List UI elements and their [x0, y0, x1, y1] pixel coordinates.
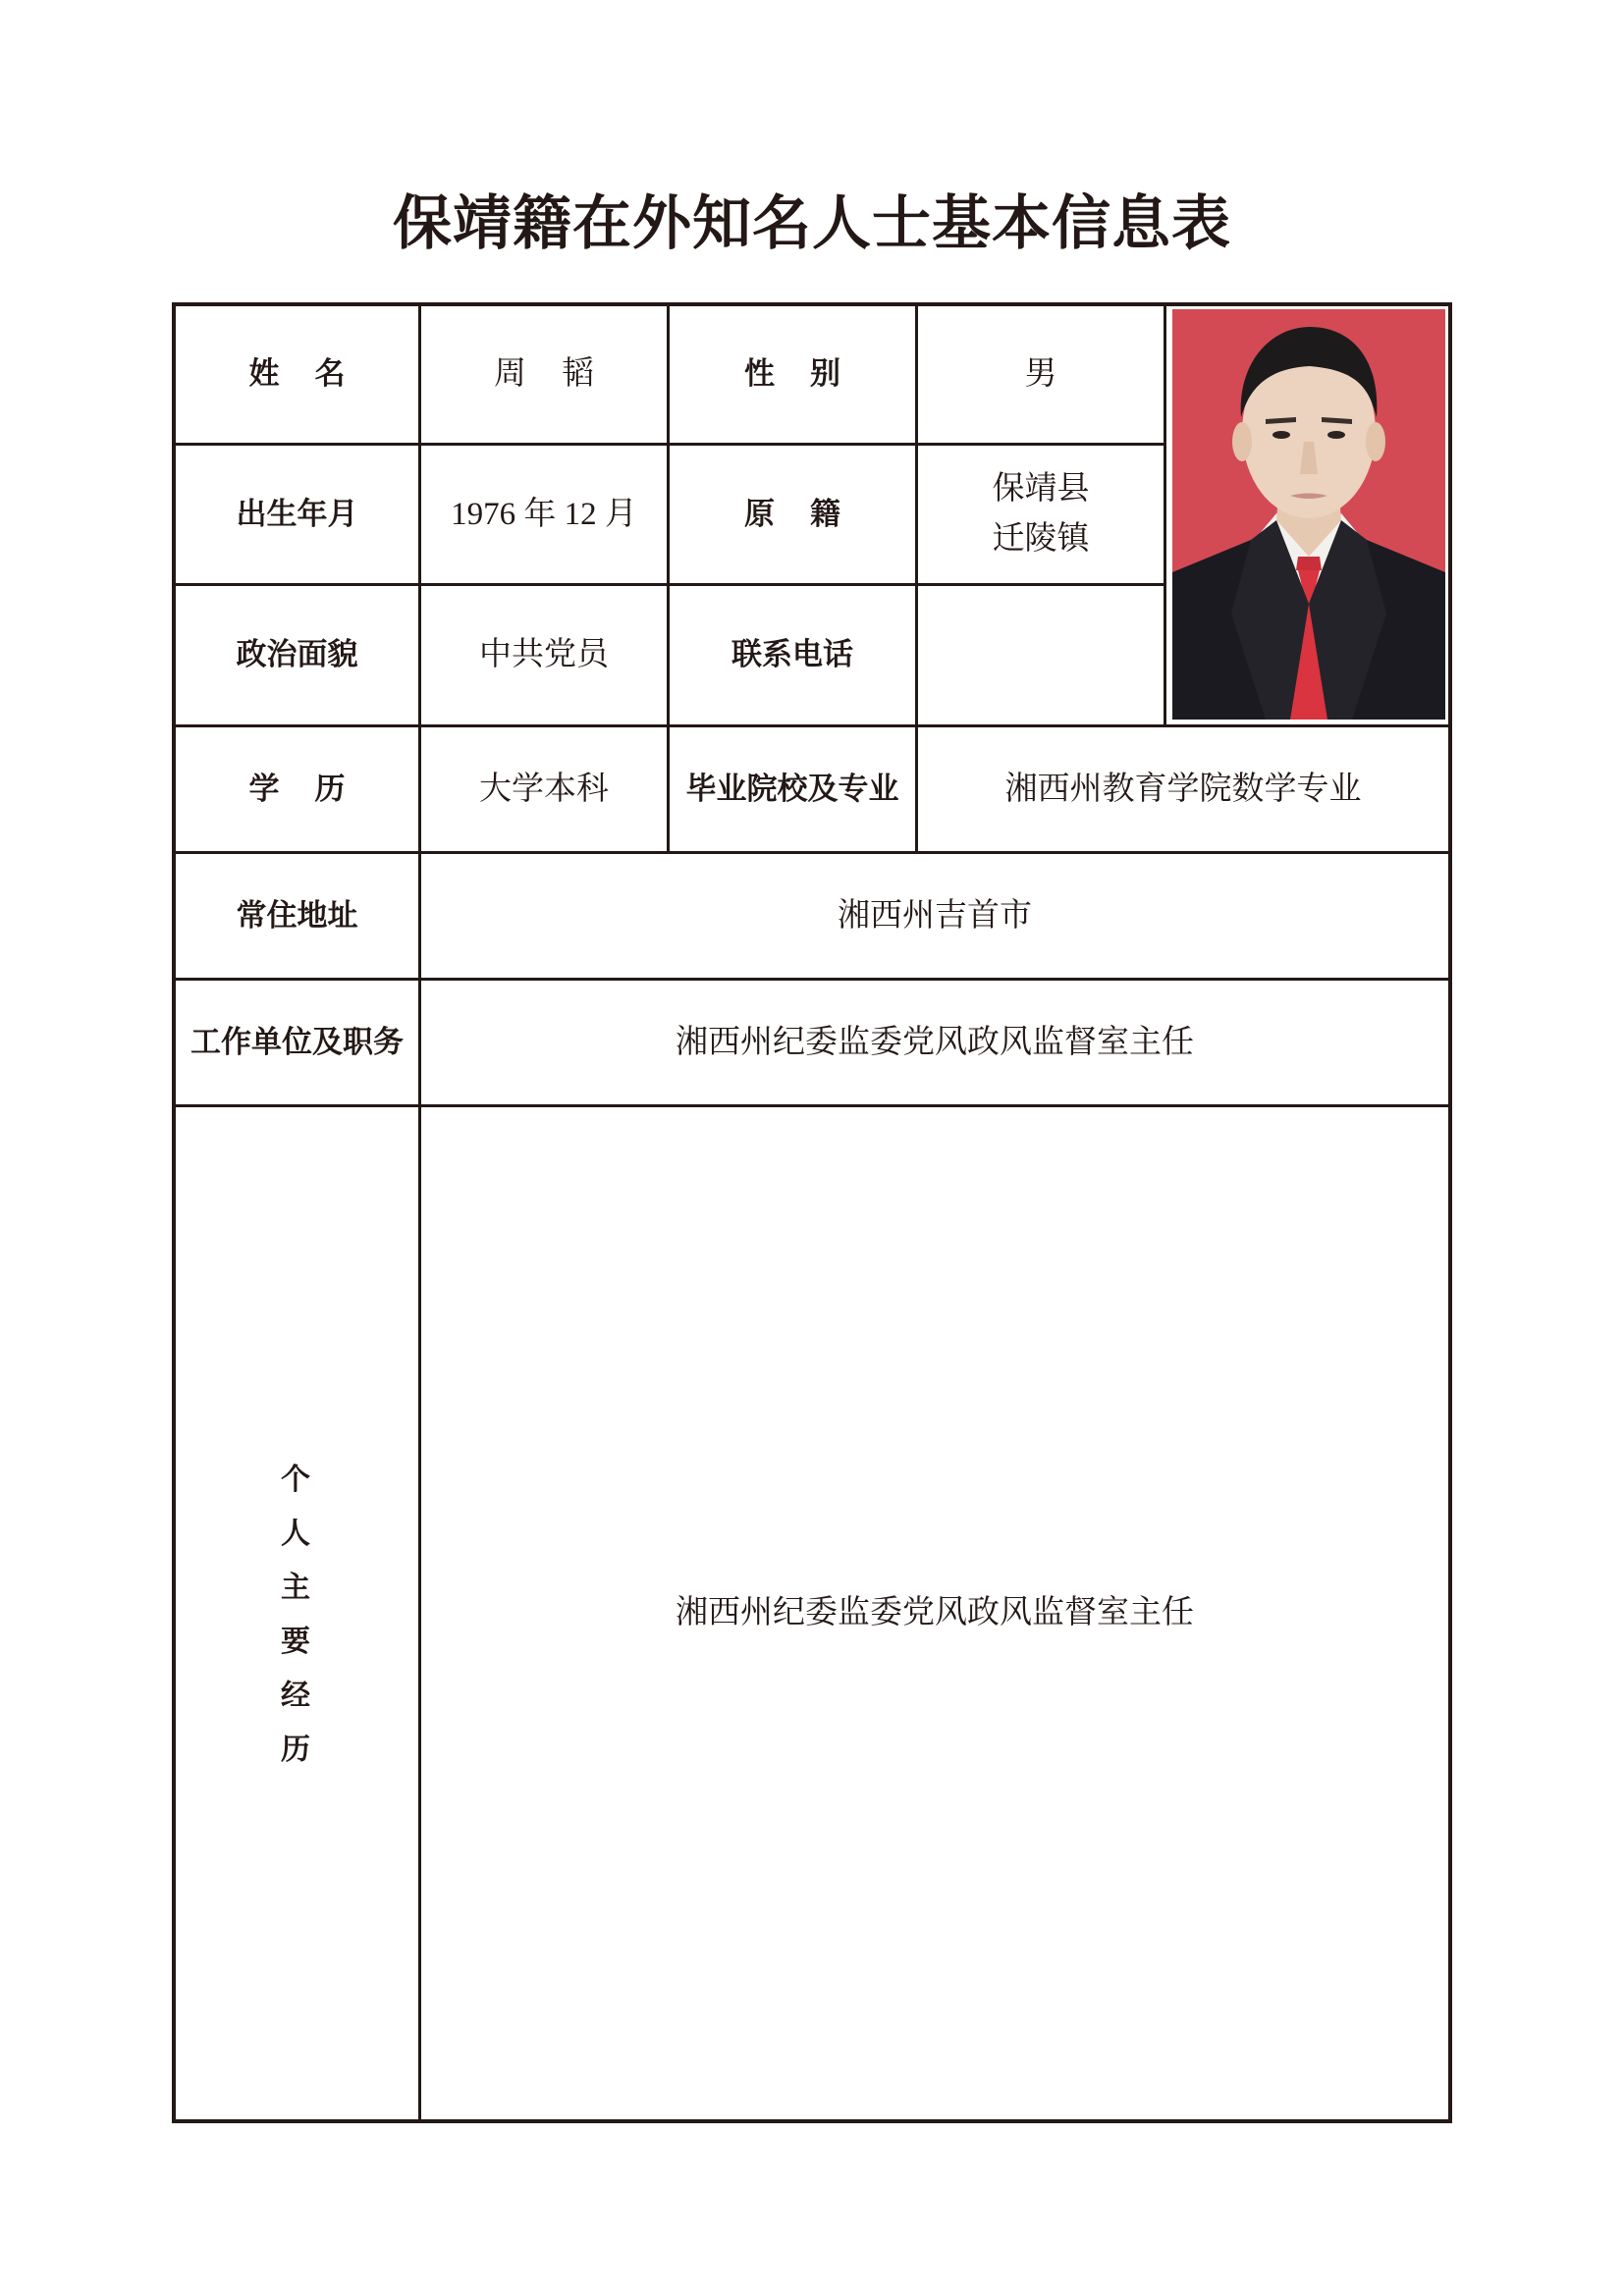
education-label-cell [176, 727, 418, 851]
experience-label-char: 主 [281, 1571, 310, 1605]
work-label-cell [176, 981, 418, 1104]
page-title: 保靖籍在外知名人士基本信息表 [393, 189, 1231, 258]
address-value: 湘西州吉首市 [838, 897, 1032, 934]
phone-value-cell [918, 586, 1164, 724]
experience-label-char: 经 [281, 1679, 310, 1713]
experience-value-cell [421, 1107, 1448, 2119]
political-label-cell [176, 586, 418, 724]
education-label: 学历 [248, 771, 381, 807]
school-value-cell [918, 727, 1448, 851]
education-value-cell [421, 727, 667, 851]
political-value-cell [421, 586, 667, 724]
experience-value: 湘西州纪委监委党风政风监督室主任 [676, 1595, 1194, 1630]
portrait-illustration [1172, 309, 1445, 720]
phone-label: 联系电话 [731, 637, 853, 672]
gender-value-cell [918, 306, 1164, 443]
political-label: 政治面貌 [236, 637, 358, 672]
experience-label-char: 历 [281, 1733, 310, 1767]
origin-label: 原籍 [744, 496, 876, 532]
name-label-cell [176, 306, 418, 443]
col-divider [1164, 302, 1166, 725]
origin-value-line1: 保靖县 [992, 471, 1090, 507]
work-value: 湘西州纪委监委党风政风监督室主任 [676, 1024, 1194, 1060]
address-label: 常住地址 [236, 897, 358, 934]
gender-label-cell [670, 306, 915, 443]
experience-label [172, 1453, 419, 1777]
phone-label-cell [670, 586, 915, 724]
birth-value: 1976 年 12 月 [451, 496, 637, 532]
name-value-cell [421, 306, 667, 443]
origin-value-cell [918, 446, 1164, 583]
work-label: 工作单位及职务 [190, 1024, 404, 1060]
name-label: 姓名 [248, 356, 381, 392]
address-label-cell [176, 854, 418, 978]
school-label: 毕业院校及专业 [685, 771, 899, 807]
birth-value-cell [421, 446, 667, 583]
school-label-cell [670, 727, 915, 851]
origin-value-line2: 迁陵镇 [992, 521, 1090, 557]
school-value: 湘西州教育学院数学专业 [1004, 771, 1362, 807]
education-value: 大学本科 [479, 771, 609, 807]
work-value-cell [421, 981, 1448, 1104]
address-value-cell [421, 854, 1448, 978]
name-value: 周韬 [494, 356, 629, 392]
experience-label-char: 人 [281, 1517, 310, 1551]
experience-label-char: 个 [281, 1463, 310, 1497]
political-value: 中共党员 [479, 637, 609, 672]
gender-label: 性别 [744, 356, 876, 392]
experience-label-char: 要 [281, 1625, 310, 1659]
birth-label: 出生年月 [236, 496, 358, 532]
origin-label-cell [670, 446, 915, 583]
portrait-photo [1172, 309, 1445, 720]
birth-label-cell [176, 446, 418, 583]
gender-value: 男 [1024, 356, 1057, 392]
